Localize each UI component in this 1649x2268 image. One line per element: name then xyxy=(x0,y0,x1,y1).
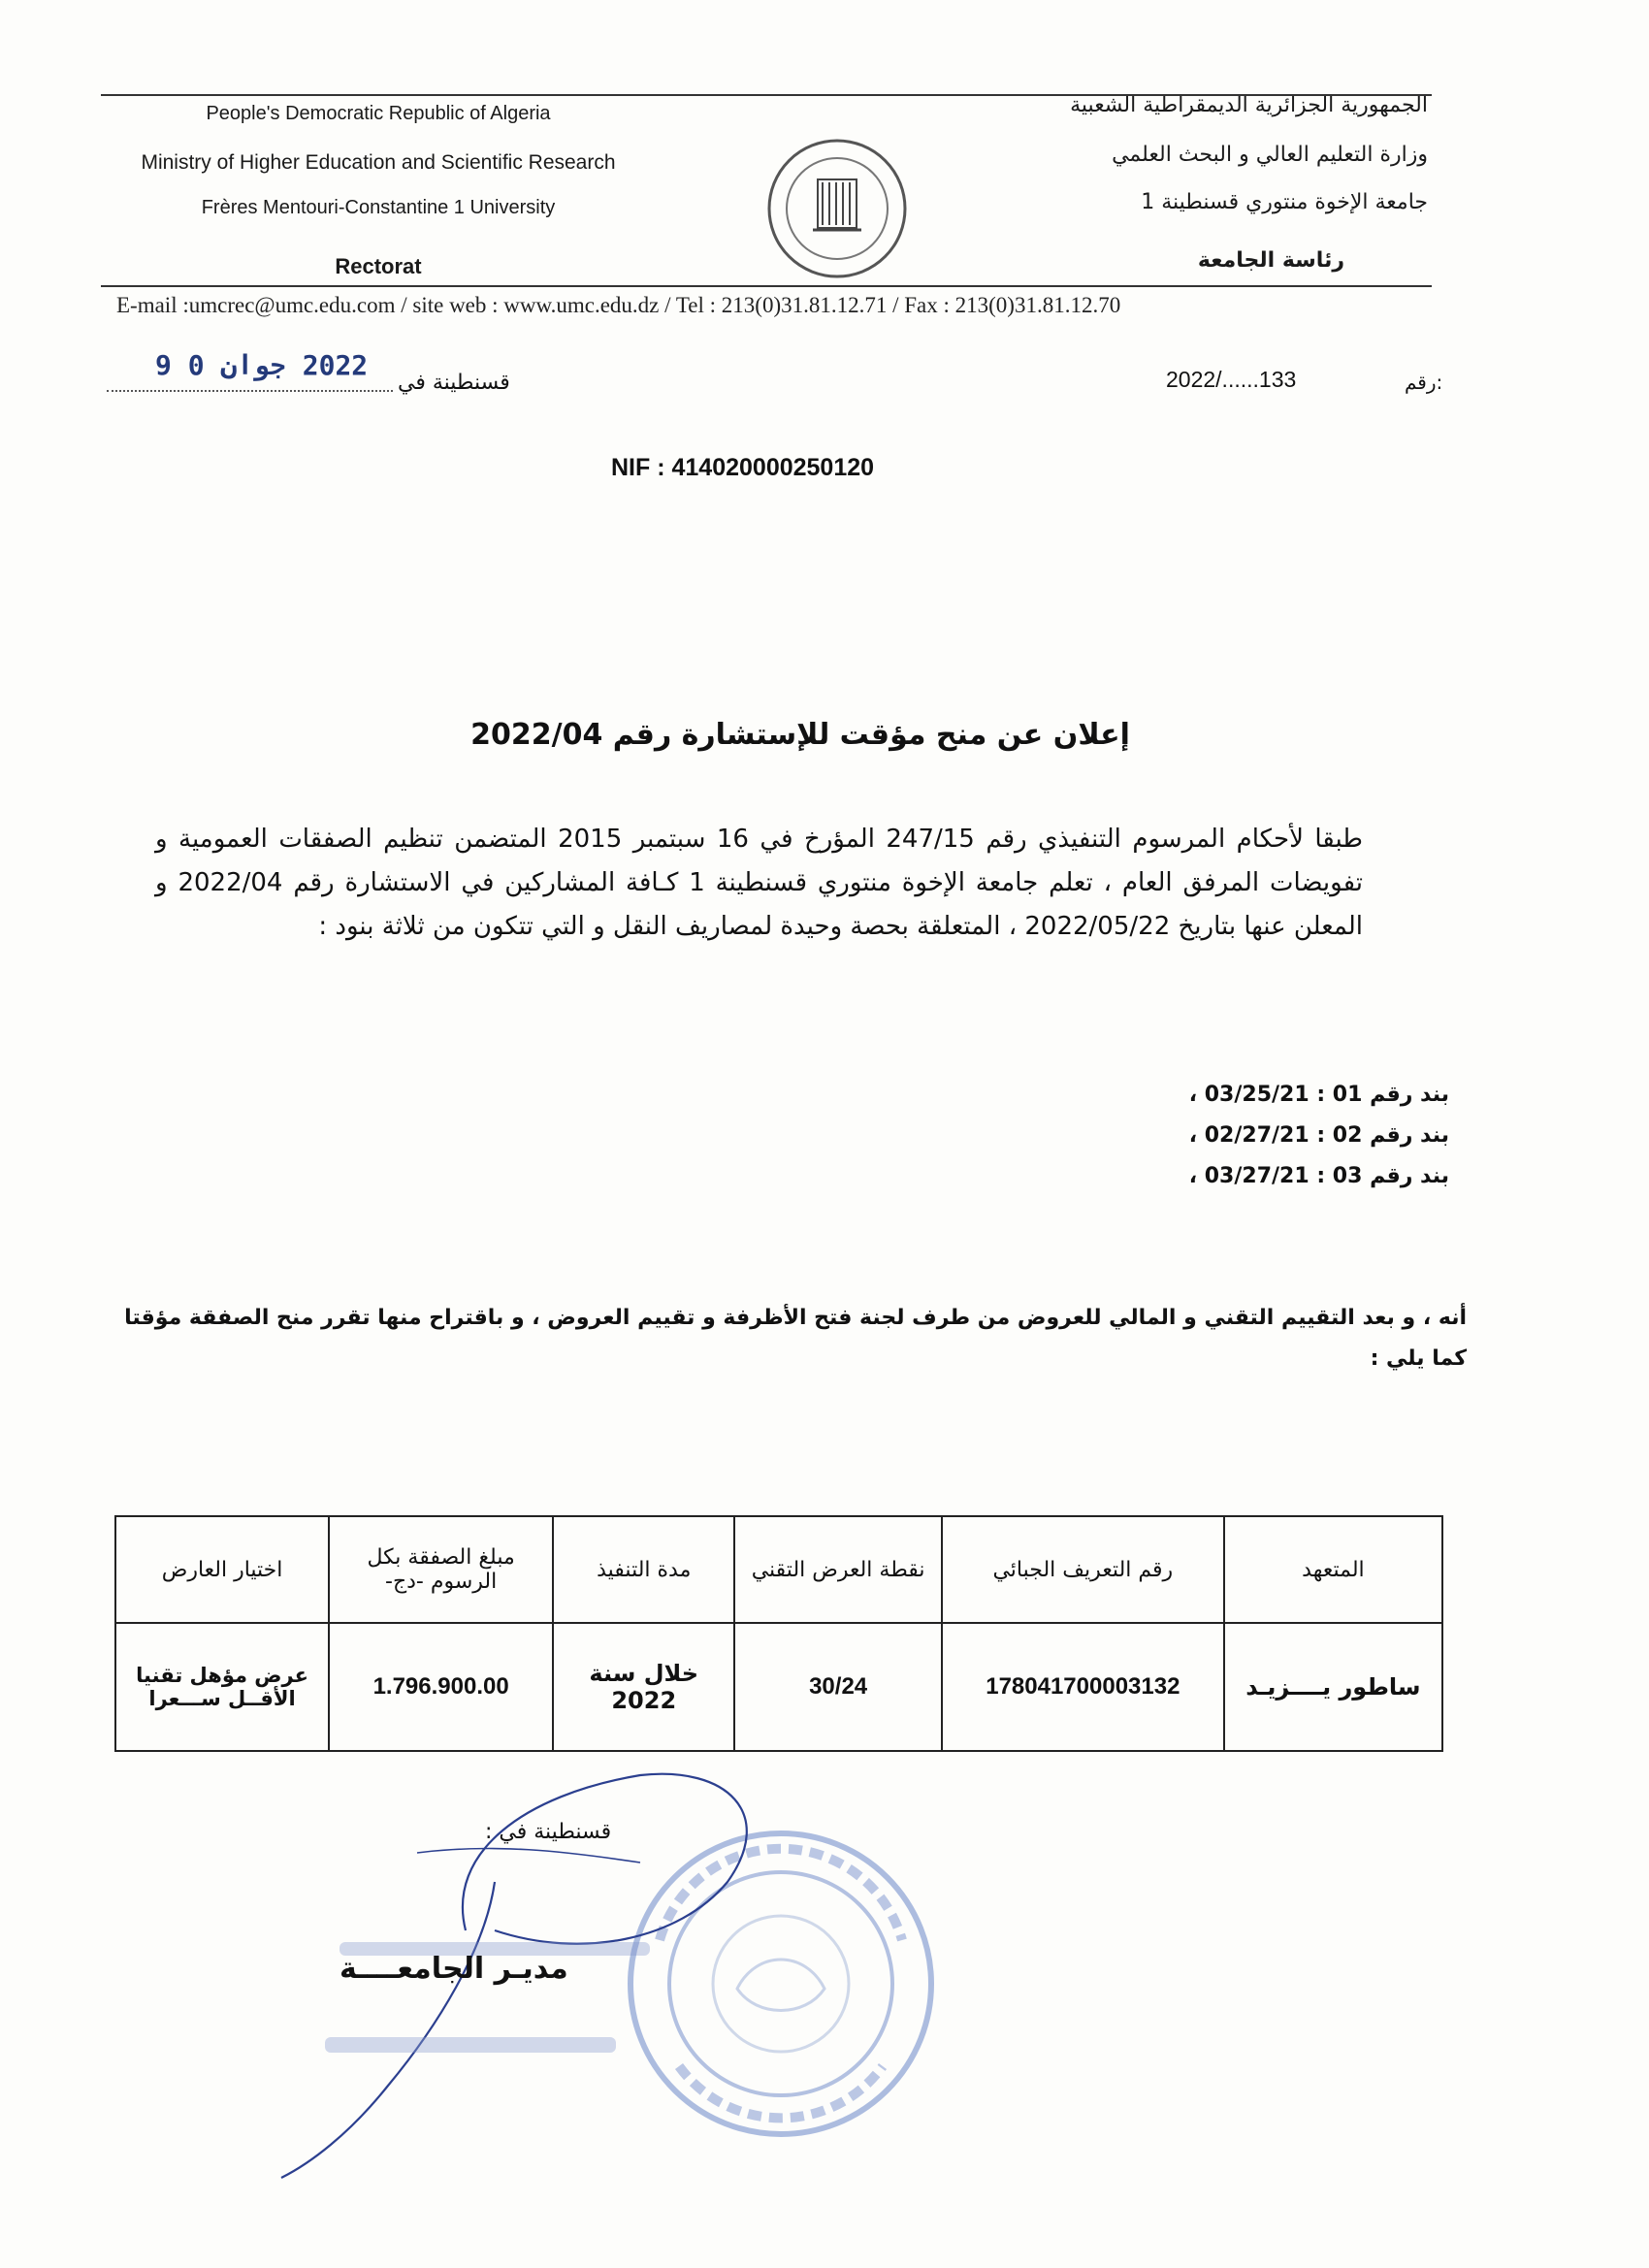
header-selection: اختيار العارض xyxy=(115,1516,329,1623)
date-stamp: 2022 جوان 0 9 xyxy=(155,349,369,381)
header-technical-score: نقطة العرض التقني xyxy=(734,1516,941,1623)
lot-item: بند رقم 02 : 02/27/21 ، xyxy=(1188,1123,1449,1148)
ar-header-line-2: وزارة التعليم العالي و البحث العلمي xyxy=(1112,143,1428,167)
reference-number-value: 2022/......133 xyxy=(1166,367,1297,392)
lot-item: بند رقم 01 : 03/25/21 ، xyxy=(1188,1083,1449,1107)
award-table xyxy=(114,1515,1443,1752)
reference-number xyxy=(1154,359,1445,398)
date-dotted-line xyxy=(107,390,393,392)
lot-item: بند رقم 03 : 03/27/21 ، xyxy=(1188,1164,1449,1188)
intro-paragraph: طبقا لأحكام المرسوم التنفيذي رقم 247/15 المؤرخ في 16 سبتمبر 2015 المتضمن تنظيم الصفقات العمومية و تفويضات المرفق العام ، تعلم جامعة الإخوة منتوري قسنطينة 1 كـافة المشاركين في الاستشارة رقم 2022/04 و المعلن عنها بتاريخ 2022/05/22 ، المتعلقة بحصة وحيدة لمصاريف النقل و التي تتكون من ثلاثة بنود : xyxy=(155,825,1363,941)
en-header-line-3: Frères Mentouri-Constantine 1 University xyxy=(201,197,556,218)
en-header-line-2: Ministry of Higher Education and Scientific Research xyxy=(141,151,616,174)
table-row xyxy=(115,1623,1442,1751)
nif: NIF : 414020000250120 xyxy=(611,454,875,481)
signatory-title: مديـر الجامعــــة xyxy=(340,1952,568,1986)
en-rectorat: Rectorat xyxy=(335,254,422,278)
lots-list xyxy=(867,1075,1449,1197)
stamp-name-ghost xyxy=(325,2027,626,2066)
date-label: قسنطينة في xyxy=(398,371,510,395)
reference-number-label: رقم: xyxy=(1405,371,1443,394)
page-title: إعلان عن منح مؤقت للإستشارة رقم 2022/04 xyxy=(470,718,1130,752)
en-header-line-1: People's Democratic Republic of Algeria xyxy=(206,103,551,124)
header-tax-id: رقم التعريف الجبائي xyxy=(942,1516,1224,1623)
cell-technical-score: 30/24 xyxy=(734,1623,941,1751)
cell-selection: عرض مؤهل تقنيا الأقــل ســـعرا xyxy=(115,1623,329,1751)
contact-line: E-mail :umcrec@umc.edu.com / site web : www.umc.edu.dz / Tel : 213(0)31.81.12.71 / Fax : 213(0)31.81.12.70 xyxy=(116,293,1121,317)
decision-paragraph: أنه ، و بعد التقييم التقني و المالي للعروض من طرف لجنة فتح الأظرفة و تقييم العروض ، و باقتراح منها تقرر منح الصفقة مؤقتا كما يلي : xyxy=(124,1306,1467,1371)
signature-place-label: قسنطينة في : xyxy=(485,1820,612,1844)
header-duration: مدة التنفيذ xyxy=(553,1516,734,1623)
ar-rectorat: رئاسة الجامعة xyxy=(1197,248,1344,273)
ar-header-line-3: جامعة الإخوة منتوري قسنطينة 1 xyxy=(1141,190,1428,214)
cell-amount: 1.796.900.00 xyxy=(329,1623,553,1751)
ar-header-line-1: الجمهورية الجزائرية الديمقراطية الشعبية xyxy=(1070,93,1428,117)
header-amount: مبلغ الصفقة بكل الرسوم -دج- xyxy=(329,1516,553,1623)
cell-bidder: ساطور يــــزيـد xyxy=(1224,1623,1442,1751)
top-rule xyxy=(101,94,1432,96)
cell-tax-id: 178041700003132 xyxy=(942,1623,1224,1751)
header-rule xyxy=(101,285,1432,287)
header-bidder: المتعهد xyxy=(1224,1516,1442,1623)
date-field xyxy=(107,349,514,398)
table-header-row xyxy=(115,1516,1442,1623)
cell-duration: خلال سنة 2022 xyxy=(553,1623,734,1751)
